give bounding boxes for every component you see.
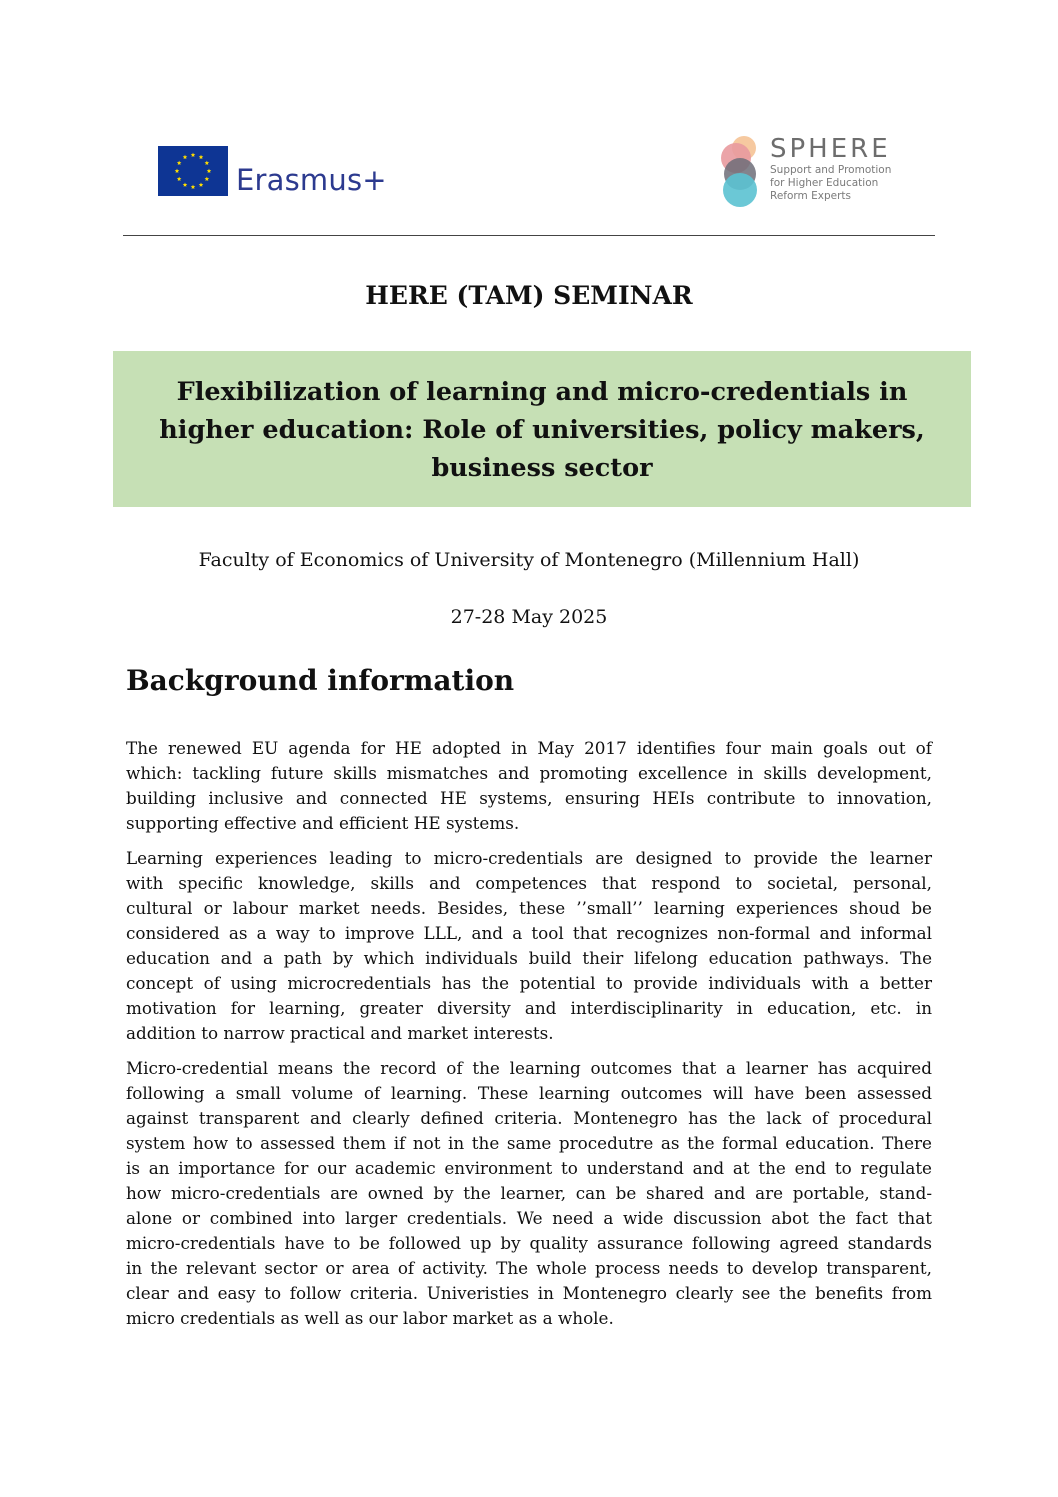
sphere-tagline-line: Reform Experts [770, 190, 851, 202]
eu-star-icon [191, 185, 196, 189]
paragraph-line: with specific knowledge, skills and competences that respond to societal, personal, [126, 873, 932, 893]
theme-title-line: Flexibilization of learning and micro-credentials in [176, 377, 908, 407]
paragraph-line: Learning experiences leading to micro-credentials are designed to provide the learner [126, 848, 932, 868]
paragraph [126, 846, 932, 1046]
eu-star-icon [177, 161, 182, 165]
paragraph-line: addition to narrow practical and market interests. [126, 1023, 554, 1043]
paragraph-line: micro-credentials have to be followed up by quality assurance following agreed standards [126, 1233, 932, 1253]
eu-star-icon [199, 182, 204, 186]
eu-star-icon [183, 155, 188, 159]
eu-star-icon [175, 169, 180, 173]
paragraph-line: concept of using microcredentials has the potential to provide individuals with a better [126, 973, 932, 993]
theme-box [113, 351, 971, 507]
theme-title-line: higher education: Role of universities, policy makers, [159, 415, 925, 445]
eu-star-icon [183, 182, 188, 186]
paragraph-line: system how to assessed them if not in the same procedutre as the formal education. There [126, 1133, 932, 1153]
sphere-tagline-line: for Higher Education [770, 177, 879, 189]
sphere-name: SPHERE [770, 134, 891, 164]
eu-star-icon [177, 177, 182, 181]
paragraph-line: Micro-credential means the record of the learning outcomes that a learner has acquired [126, 1058, 932, 1078]
paragraph-line: cultural or labour market needs. Besides, these ’’small’’ learning experiences shoud be [126, 898, 932, 918]
erasmus-label: Erasmus+ [236, 163, 387, 197]
theme-title [113, 373, 971, 487]
paragraph [126, 1056, 932, 1331]
header-divider [123, 235, 935, 236]
sphere-tagline [770, 164, 891, 203]
venue: Faculty of Economics of University of Montenegro (Millennium Hall) [198, 549, 860, 571]
section-heading: Background information [126, 664, 515, 697]
sphere-logo-icon [716, 134, 764, 210]
sphere-logo [716, 134, 916, 212]
eu-star-icon [191, 153, 196, 157]
paragraph-line: considered as a way to improve LLL, and a tool that recognizes non-formal and informal [126, 923, 932, 943]
paragraph-line: The renewed EU agenda for HE adopted in May 2017 identifies four main goals out of [126, 738, 932, 758]
paragraph-line: education and a path by which individuals build their lifelong education pathways. The [126, 948, 932, 968]
paragraph-line: is an importance for our academic environment to understand and at the end to regulate [126, 1158, 932, 1178]
eu-star-icon [207, 169, 212, 173]
paragraph [126, 736, 932, 836]
body-text [126, 736, 932, 1341]
eu-star-icon [205, 161, 210, 165]
eu-star-icon [199, 155, 204, 159]
paragraph-line: motivation for learning, greater diversity and interdisciplinarity in education, etc. in [126, 998, 932, 1018]
paragraph-line: clear and easy to follow criteria. Univeristies in Montenegro clearly see the benefits from [126, 1283, 932, 1303]
eu-star-icon [205, 177, 210, 181]
paragraph-line: which: tackling future skills mismatches and promoting excellence in skills development, [126, 763, 932, 783]
paragraph-line: supporting effective and efficient HE systems. [126, 813, 520, 833]
paragraph-line: micro credentials as well as our labor market as a whole. [126, 1308, 614, 1328]
theme-title-line: business sector [431, 453, 653, 483]
eu-flag-icon [158, 146, 228, 196]
seminar-title: HERE (TAM) SEMINAR [365, 281, 693, 310]
sphere-tagline-line: Support and Promotion [770, 164, 892, 176]
paragraph-line: alone or combined into larger credentials. We need a wide discussion abot the fact that [126, 1208, 932, 1228]
paragraph-line: building inclusive and connected HE systems, ensuring HEIs contribute to innovation, [126, 788, 932, 808]
paragraph-line: following a small volume of learning. These learning outcomes will have been assessed [126, 1083, 932, 1103]
paragraph-line: in the relevant sector or area of activity. The whole process needs to develop transparent, [126, 1258, 932, 1278]
paragraph-line: against transparent and clearly defined criteria. Montenegro has the lack of procedural [126, 1108, 932, 1128]
paragraph-line: how micro-credentials are owned by the learner, can be shared and are portable, stand- [126, 1183, 932, 1203]
event-date: 27-28 May 2025 [450, 606, 608, 628]
